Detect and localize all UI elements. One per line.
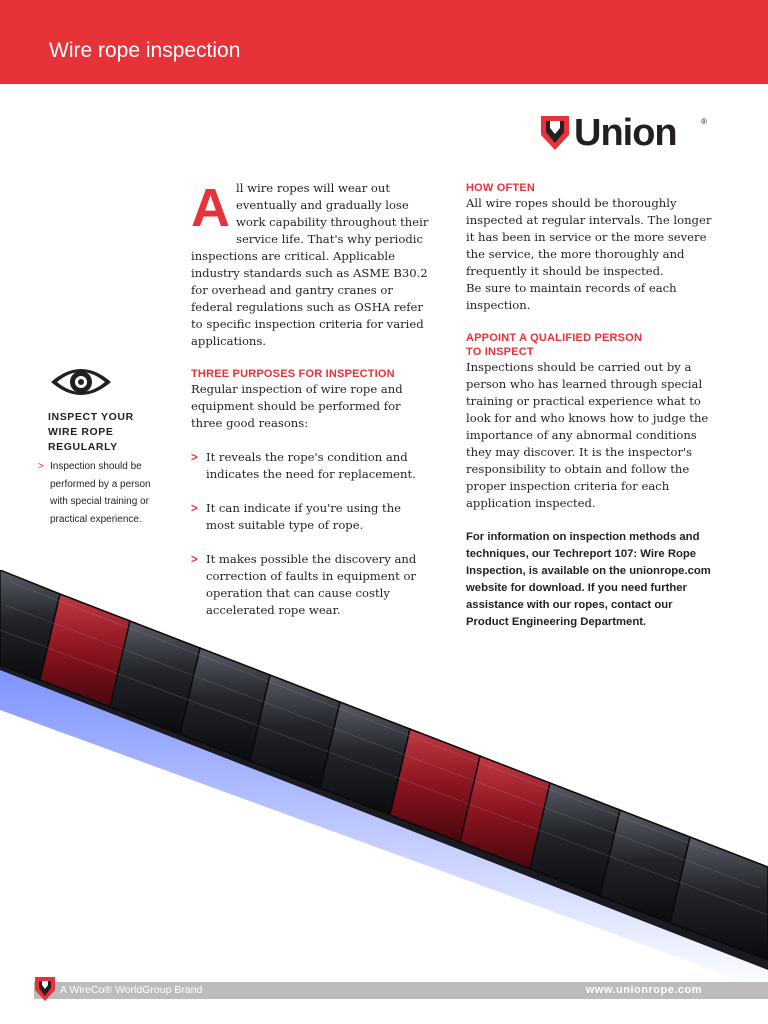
eye-icon <box>48 362 114 402</box>
how-often-heading: HOW OFTEN <box>466 182 536 194</box>
sidebar-text-block <box>38 458 158 528</box>
purposes-heading: THREE PURPOSES FOR INSPECTION <box>191 368 395 380</box>
bullet-marker: > <box>191 553 198 566</box>
info-text: For information on inspection methods and techniques, our Techreport 107: Wire Rope Inspection, is available on the unionrope.com website for download. If you need further assistance with our ropes, contact our Product Engineering Department. <box>466 531 711 628</box>
website-link[interactable]: www.unionrope.com <box>585 984 702 996</box>
page-title: Wire rope inspection <box>49 39 241 62</box>
qualified-heading-1: APPOINT A QUALIFIED PERSON <box>466 332 643 344</box>
sidebar-marker: > <box>38 461 44 472</box>
sidebar <box>38 362 158 528</box>
footer-brand: A WireCo® WorldGroup Brand <box>60 984 203 996</box>
union-logo <box>540 113 712 153</box>
right-column <box>466 181 716 631</box>
qualified-heading-2: TO INSPECT <box>466 346 534 358</box>
sidebar-text: Inspection should be performed by a person with special training or practical experience. <box>50 461 151 525</box>
bullet-marker: > <box>191 451 198 464</box>
how-often-text: All wire ropes should be thoroughly inspected at regular intervals. The longer it has been in service or the more severe the service, the more thoroughly and frequently it should be inspected. <box>466 196 712 278</box>
list-item <box>191 449 431 483</box>
intro-paragraph <box>191 180 431 350</box>
list-item-text: It can indicate if you're using the most suitable type of rope. <box>206 501 402 532</box>
intro-text: ll wire ropes will wear out eventually and gradually lose work capability throughout their service life. That's why periodic inspections are critical. Applicable industry standards such as ASME B30.2 for overhead and gantry cranes or federal regulations such as OSHA refer to specific inspection criteria for varied applications. <box>191 181 429 348</box>
purposes-text: Regular inspection of wire rope and equipment should be performed for three good reasons: <box>191 382 403 430</box>
logo-wordmark: Union <box>574 112 677 154</box>
sidebar-heading: INSPECT YOUR WIRE ROPE REGULARLY <box>48 411 134 453</box>
union-shield-icon <box>34 976 56 1002</box>
qualified-text: Inspections should be carried out by a person who has learned through special training or practical experience what to look for and who knows how to judge the importance of any abnormal conditions they may discover. It is the inspector's responsibility to obtain and follow the proper inspection criteria for each application inspected. <box>466 360 709 510</box>
intro-column <box>191 180 431 636</box>
list-item <box>191 500 431 534</box>
how-often-text-2: Be sure to maintain records of each inspection. <box>466 281 677 312</box>
union-shield-icon <box>540 115 570 151</box>
list-item-text: It makes possible the discovery and correction of faults in equipment or operation that can cause costly accelerated rope wear. <box>206 552 417 617</box>
footer-bar <box>34 982 768 999</box>
registered-mark: ® <box>701 117 707 126</box>
drop-cap: A <box>191 178 230 238</box>
bullet-marker: > <box>191 502 198 515</box>
header-bar <box>0 0 768 84</box>
list-item-text: It reveals the rope's condition and indicates the need for replacement. <box>206 450 416 481</box>
wire-rope-image <box>0 570 768 990</box>
